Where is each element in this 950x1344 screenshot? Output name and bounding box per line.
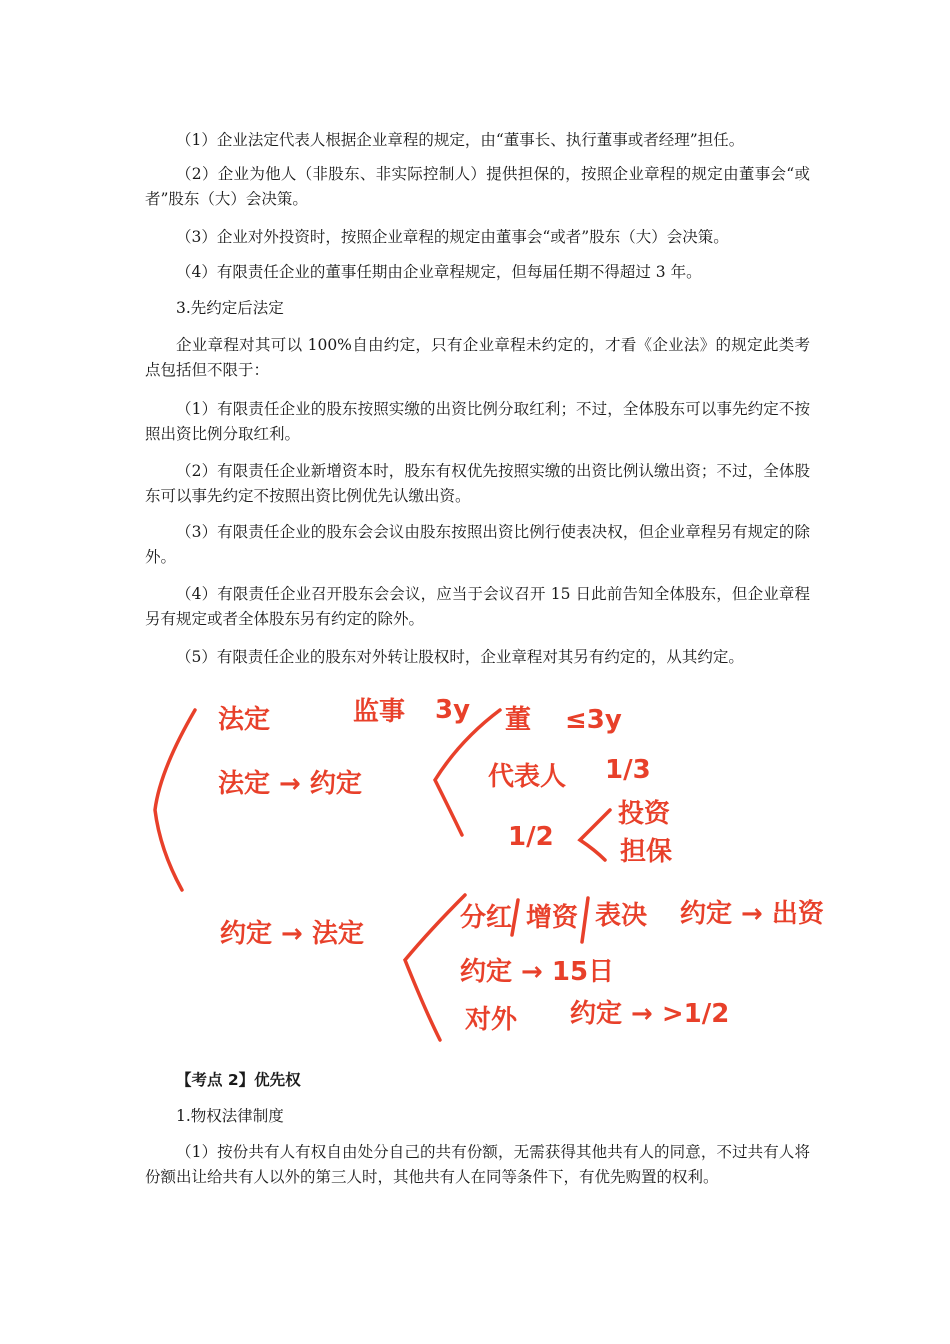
section3-title: 3.先约定后法定 [176,299,284,317]
section1-item-1: （1）企业法定代表人根据企业章程的规定，由“董事长、执行董事或者经理”担任。 [176,131,745,149]
note-supervisor-term: 3y [435,695,471,725]
note-representative: 代表人 [488,762,567,792]
divider-1 [512,900,518,935]
kaodian2-item-1: （1）按份共有人有权自由处分自己的共有份额，无需获得其他共有人的同意，不过共有人将份额出让给共有人以外的第三人时，其他共有人在同等条件下，有优先购置的权利。 [145,1143,810,1186]
note-supervisor: 监事 [353,697,406,727]
note-voting: 表决 [595,901,648,931]
note-agreed-to-half: 约定 → >1/2 [570,999,730,1029]
section1-item-2: （2）企业为他人（非股东、非实际控制人）提供担保的，按照企业章程的规定由董事会“或者”股东（大）会决策。 [145,165,810,208]
note-one-third: 1/3 [605,755,651,785]
big-brace-left [155,710,195,890]
note-fading: 法定 [218,705,271,735]
note-legal-to-agreed: 法定 → 约定 [218,769,362,799]
section3-item-5: （5）有限责任企业的股东对外转让股权时，企业章程对其另有约定的，从其约定。 [176,648,744,666]
brace-lower [405,895,465,1040]
kaodian2-heading: 【考点 2】优先权 [176,1071,301,1089]
kaodian2-subheading: 1.物权法律制度 [176,1107,284,1125]
note-external: 对外 [465,1005,518,1035]
section3-item-2: （2）有限责任企业新增资本时，股东有权优先按照实缴的出资比例认缴出资；不过，全体股东可以事先约定不按照出资比例优先认缴出资。 [145,462,810,505]
section3-intro: 企业章程对其可以 100%自由约定，只有企业章程未约定的，才看《企业法》的规定此类考点包括但不限于： [145,336,810,379]
note-agreed-to-15-days: 约定 → 15日 [460,957,615,987]
note-investment: 投资 [618,799,671,829]
note-one-half: 1/2 [508,822,554,852]
handwritten-notes [140,680,840,1050]
section3-item-3: （3）有限责任企业的股东会会议由股东按照出资比例行使表决权，但企业章程另有规定的除外。 [145,523,810,566]
brace-invest [580,810,610,860]
note-agreed-to-legal: 约定 → 法定 [220,919,364,949]
note-director-term: ≤3y [565,705,622,735]
note-agreed-to-capital: 约定 → 出资 [680,899,824,929]
note-dividend: 分红 [460,903,513,933]
note-guarantee: 担保 [620,837,673,867]
note-capital-increase: 增资 [526,903,579,933]
section1-item-4: （4）有限责任企业的董事任期由企业章程规定，但每届任期不得超过 3 年。 [176,263,702,281]
divider-2 [582,898,588,942]
section3-item-1: （1）有限责任企业的股东按照实缴的出资比例分取红利；不过，全体股东可以事先约定不按照出资比例分取红利。 [145,400,810,443]
section1-item-3: （3）企业对外投资时，按照企业章程的规定由董事会“或者”股东（大）会决策。 [176,228,729,246]
note-director: 董 [505,705,532,735]
section3-item-4: （4）有限责任企业召开股东会会议，应当于会议召开 15 日此前告知全体股东，但企业章程另有规定或者全体股东另有约定的除外。 [145,585,810,628]
